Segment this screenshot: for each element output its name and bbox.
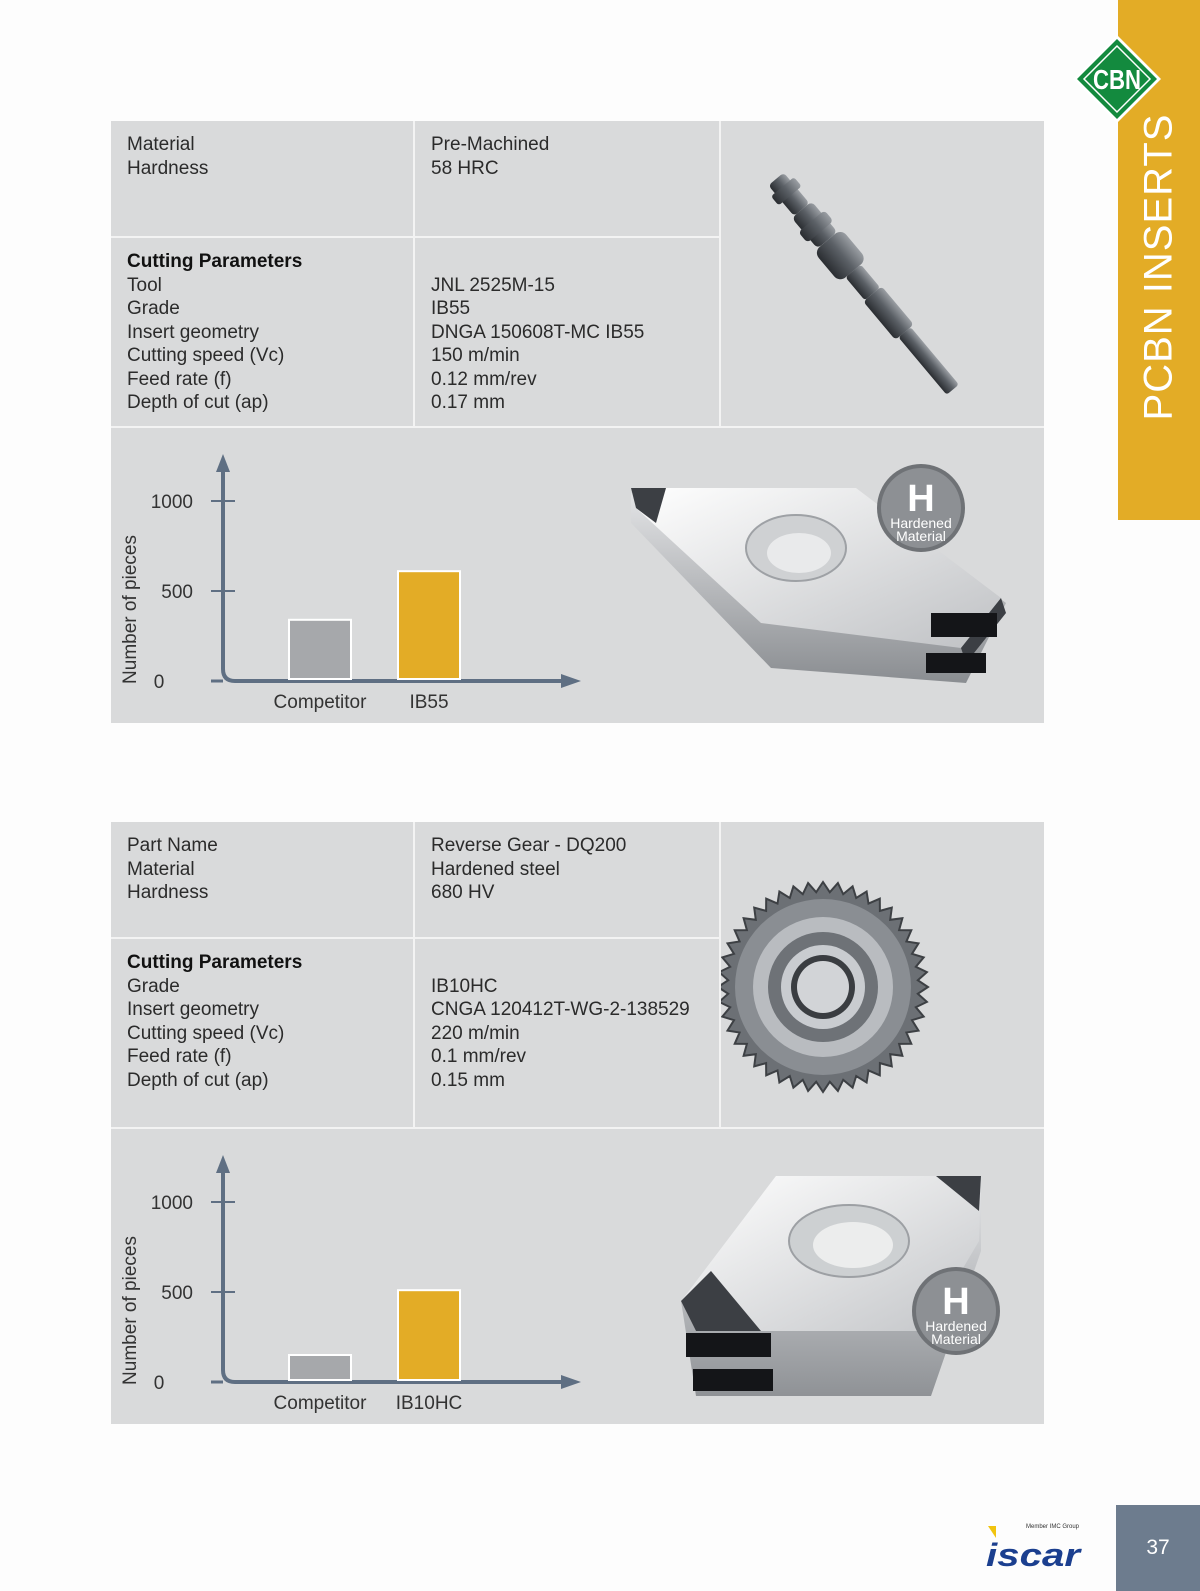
x-category-label: IB10HC xyxy=(395,1393,463,1414)
y-tick-label: 1000 xyxy=(150,1193,193,1214)
label-insert-geometry: Insert geometry xyxy=(127,999,259,1020)
label-feed-rate: Feed rate (f) xyxy=(127,1046,232,1067)
case-1-labels-top xyxy=(111,121,413,236)
value-material: Pre-Machined xyxy=(431,134,550,155)
y-axis-arrow xyxy=(216,454,230,472)
x-axis-arrow xyxy=(561,674,581,688)
case-1-table xyxy=(111,121,1044,426)
case-1-chart-panel xyxy=(111,428,1044,723)
section-title: PCBN INSERTS xyxy=(1136,113,1181,421)
case-1-values-params xyxy=(415,238,719,426)
y-tick-label: 0 xyxy=(153,1373,165,1394)
label-depth-of-cut: Depth of cut (ap) xyxy=(127,392,269,413)
value-depth-of-cut: 0.17 mm xyxy=(431,392,505,413)
label-cutting-speed: Cutting speed (Vc) xyxy=(127,345,285,366)
value-part-name: Reverse Gear - DQ200 xyxy=(431,835,627,856)
case-2-labels-params xyxy=(111,939,413,1127)
label-material: Material xyxy=(127,134,195,155)
label-insert-geometry: Insert geometry xyxy=(127,321,259,343)
case-2-badge-line1: Hardened xyxy=(925,1318,987,1334)
case-2-badge-line2: Material xyxy=(931,1331,981,1347)
case-1-badge-line1: Hardened xyxy=(890,515,952,531)
cbn-logo-icon xyxy=(1072,34,1162,124)
iscar-logo-icon xyxy=(986,1524,1096,1572)
gear-part-image xyxy=(721,822,1044,1127)
label-cutting-speed: Cutting speed (Vc) xyxy=(127,1022,285,1044)
label-hardness: Hardness xyxy=(127,882,209,903)
case-2-labels-top xyxy=(111,822,413,937)
x-category-label: IB55 xyxy=(409,692,449,713)
chart-bar xyxy=(289,1355,351,1380)
case-study-2 xyxy=(111,822,1044,1424)
case-2-values-top xyxy=(415,822,719,937)
logo-tagline: Member IMC Group xyxy=(1026,1524,1080,1530)
label-depth-of-cut: Depth of cut (ap) xyxy=(127,1069,269,1091)
label-part-name: Part Name xyxy=(127,835,218,856)
label-hardness: Hardness xyxy=(127,157,209,179)
value-insert-geometry: CNGA 120412T-WG-2-138529 xyxy=(431,999,690,1020)
case-2-bar-chart xyxy=(111,1129,721,1424)
chart-bar xyxy=(398,571,460,679)
page-number: 37 xyxy=(1116,1505,1200,1591)
cbn-logo-text: CBN xyxy=(1093,64,1141,95)
case-study-1 xyxy=(111,121,1044,723)
y-tick-label: 500 xyxy=(161,582,193,603)
y-axis-label: Number of pieces xyxy=(120,535,141,684)
y-tick-label: 0 xyxy=(153,672,165,693)
label-tool: Tool xyxy=(127,274,162,296)
value-material: Hardened steel xyxy=(431,858,560,880)
dnga-insert-image xyxy=(621,463,1021,693)
chart-axes xyxy=(223,1171,563,1382)
value-feed-rate: 0.12 mm/rev xyxy=(431,368,537,390)
label-grade: Grade xyxy=(127,298,180,319)
label-feed-rate: Feed rate (f) xyxy=(127,368,232,390)
iscar-logo xyxy=(986,1524,1096,1572)
case-1-labels-params xyxy=(111,238,413,426)
case-2-chart-panel xyxy=(111,1129,1044,1424)
gear-ring xyxy=(797,961,849,1013)
cutting-parameters-heading: Cutting Parameters xyxy=(127,251,303,272)
cutting-parameters-heading: Cutting Parameters xyxy=(127,952,303,973)
value-tool: JNL 2525M-15 xyxy=(431,274,555,296)
value-cutting-speed: 220 m/min xyxy=(431,1022,520,1044)
value-hardness: 58 HRC xyxy=(431,157,499,179)
case-1-values-top xyxy=(415,121,719,236)
case-1-badge-letter: H xyxy=(907,478,935,520)
y-tick-label: 1000 xyxy=(150,492,193,513)
y-axis-label: Number of pieces xyxy=(120,1236,141,1385)
x-axis-arrow xyxy=(561,1375,581,1389)
logo-wordmark: iscar xyxy=(986,1537,1082,1572)
chart-axes xyxy=(223,470,563,681)
chart-bar xyxy=(398,1290,460,1380)
value-grade: IB55 xyxy=(431,298,471,319)
label-material: Material xyxy=(127,858,195,880)
value-grade: IB10HC xyxy=(431,975,498,997)
y-tick-label: 500 xyxy=(161,1283,193,1304)
value-insert-geometry: DNGA 150608T-MC IB55 xyxy=(431,321,645,343)
shaft-part-image xyxy=(721,121,1044,426)
case-1-badge-line2: Material xyxy=(896,528,946,544)
x-category-label: Competitor xyxy=(273,692,367,713)
cnga-insert-image xyxy=(681,1171,1026,1411)
chart-bar xyxy=(289,620,351,679)
value-depth-of-cut: 0.15 mm xyxy=(431,1069,505,1091)
value-hardness: 680 HV xyxy=(431,882,495,903)
y-axis-arrow xyxy=(216,1155,230,1173)
case-2-values-params xyxy=(415,939,719,1127)
x-category-label: Competitor xyxy=(273,1393,367,1414)
value-feed-rate: 0.1 mm/rev xyxy=(431,1046,527,1067)
case-2-badge-letter: H xyxy=(942,1281,970,1323)
case-2-table xyxy=(111,822,1044,1127)
value-cutting-speed: 150 m/min xyxy=(431,345,520,366)
label-grade: Grade xyxy=(127,975,180,997)
